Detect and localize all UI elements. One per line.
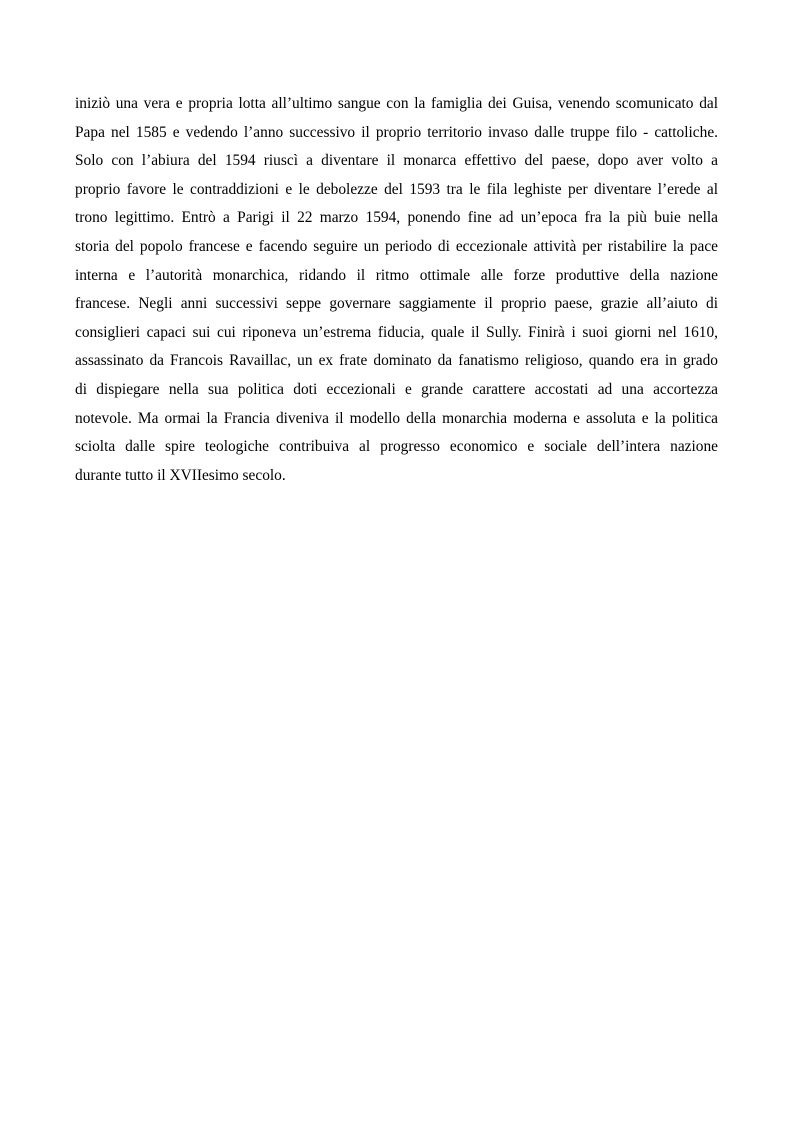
paragraph-line: proprio favore le contraddizioni e le debolezze del 1593 tra le fila leghiste per diventare l’erede al <box>75 180 718 198</box>
paragraph-line: trono legittimo. Entrò a Parigi il 22 marzo 1594, ponendo fine ad un’epoca fra la più buie nella <box>75 209 718 227</box>
paragraph-line: notevole. Ma ormai la Francia diveniva il modello della monarchia moderna e assoluta e la politica <box>75 409 718 427</box>
paragraph-line: iniziò una vera e propria lotta all’ultimo sangue con la famiglia dei Guisa, venendo scomunicato dal <box>75 95 718 112</box>
paragraph-line: consiglieri capaci sui cui riponeva un’estrema fiducia, quale il Sully. Finirà i suoi giorni nel 1610, <box>75 323 718 341</box>
paragraph-line: interna e l’autorità monarchica, ridando il ritmo ottimale alle forze produttive della nazione <box>75 266 718 284</box>
paragraph-line: Solo con l’abiura del 1594 riuscì a diventare il monarca effettivo del paese, dopo aver volto a <box>75 152 718 170</box>
paragraph-line: francese. Negli anni successivi seppe governare saggiamente il proprio paese, grazie all’aiuto di <box>75 295 718 313</box>
paragraph-line: Papa nel 1585 e vedendo l’anno successivo il proprio territorio invaso dalle truppe filo - cattoliche. <box>75 123 718 141</box>
paragraph-line: sciolta dalle spire teologiche contribuiva al progresso economico e sociale dell’intera nazione <box>75 438 718 456</box>
paragraph-line: di dispiegare nella sua politica doti eccezionali e grande carattere accostati ad una accortezza <box>75 380 718 398</box>
body-paragraph <box>75 90 718 490</box>
paragraph-line: durante tutto il XVIIesimo secolo. <box>75 466 286 484</box>
paragraph-line: assassinato da Francois Ravaillac, un ex frate dominato da fanatismo religioso, quando era in grado <box>75 352 718 370</box>
paragraph-line: storia del popolo francese e facendo seguire un periodo di eccezionale attività per ristabilire la pace <box>75 237 718 255</box>
